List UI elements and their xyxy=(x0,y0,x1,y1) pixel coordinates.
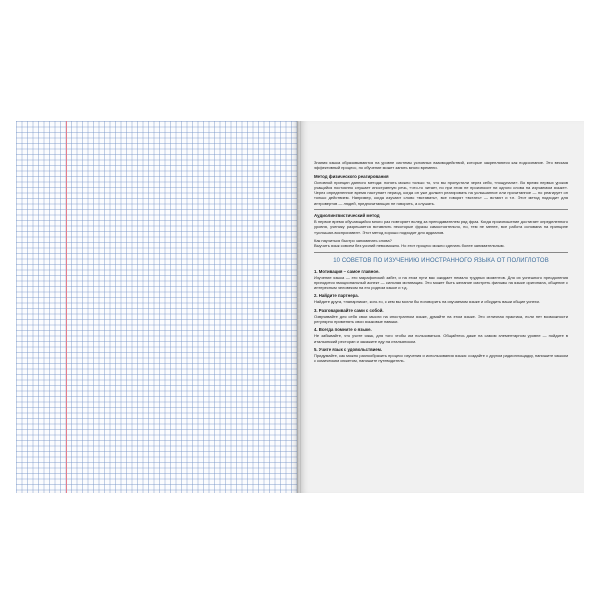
tip-item xyxy=(314,308,568,325)
tip-title: 1. Мотивация – самое главное. xyxy=(314,268,380,274)
tip-item xyxy=(314,327,568,344)
margin-line xyxy=(66,121,67,493)
divider xyxy=(314,209,568,210)
tip-text: Найдите друга, «напарника», кого-то, с кем вы могли бы поговорить на изучаемом языке и обсудить ваши общие успехи. xyxy=(314,299,541,305)
tip-text: Озвучивайте для себя свои мысли на иностранном языке, думайте на этом языке. Это отличная практика, если нет возможности регулярно применять свои языковые навыки. xyxy=(314,313,568,325)
tip-title: 2. Найдите партнера. xyxy=(314,293,359,299)
tip-title: 3. Разговаривайте сами с собой. xyxy=(314,307,384,313)
tip-text: Придумайте, как можно разнообразить процесс изучения и использования языка: создайте с другом радиоплощадку, напишите языком с комическим сюжетом, напишите путеводитель. xyxy=(314,352,568,364)
tip-item xyxy=(314,269,568,291)
method2-title: Аудиолингвистический метод xyxy=(314,213,380,219)
tips-title: 10 СОВЕТОВ ПО ИЗУЧЕНИЮ ИНОСТРАННОГО ЯЗЫКА ОТ ПОЛИГЛОТОВ xyxy=(333,257,549,264)
method1-text: Основной принцип данного метода: понять можно только то, что вы пропустили через себя, «пощупали». Во время первых уроков учащийся постоянно слушает иностранную речь, «что-то читает, но при этом не произносит ни одного слова на изучаемом языке». Через определенное время наступает период, когда он уже должен реагировать на услышанное или прочитанное — но реагирует он только действием. Например, когда изучают слово «вставать», все говорят «встать» — встают и т.п. Этот метод подходит для интровертов — людей, предпочитающих не говорить, а слушать. xyxy=(314,179,568,206)
grid-page xyxy=(16,121,298,493)
question xyxy=(314,238,568,249)
tip-title: 5. Учите язык с удовольствием. xyxy=(314,346,383,352)
intro-paragraph: Знания языка образовываются на уровне системы условных взаимодействий, которые закрепляются как подсознание. Это весьма эффективный процесс, но обучение может занять много времени. xyxy=(314,160,568,171)
tip-text: Изучение языка — это марафонский забег, и на этом пути вас ожидает немало трудных моментов. Для их успешного преодоления пригодится эмоциональный аспект — сильная мотивация. Это может быть желание смотреть фильмы на языке оригинала, общение с интересным человеком на его родном языке и т.д. xyxy=(314,274,568,291)
tip-item xyxy=(314,293,568,304)
question-text: Как научиться быстро запоминать слова? xyxy=(314,237,392,243)
tip-text: Не забывайте, что учите язык, для того чтобы им пользоваться. Общайтесь даже на самом элементарном уровне — пойдите в итальянский ресторан и закажите еду на итальянском. xyxy=(314,333,568,344)
tip-item xyxy=(314,347,568,364)
method1-title: Метод физического реагирования xyxy=(314,173,389,179)
tip-title: 4. Всегда помните о языке. xyxy=(314,327,372,333)
page-content xyxy=(314,160,568,367)
divider xyxy=(314,252,568,253)
answer-text: Выучить язык совсем без усилий невозможно. Но этот процесс можно сделать более занимательным. xyxy=(314,243,505,249)
method2-text: В первое время обучающийся много раз повторяет вслед за преподавателем ряд фраз. Когда произношение достигает определенного уровня, ученику разрешается вставлять некоторые фразы самостоятельно, но, тем не менее, все работа основана на принципе «услышал-воспроизвел». Этот метод хорошо подходит для аудиалов. xyxy=(314,219,568,235)
